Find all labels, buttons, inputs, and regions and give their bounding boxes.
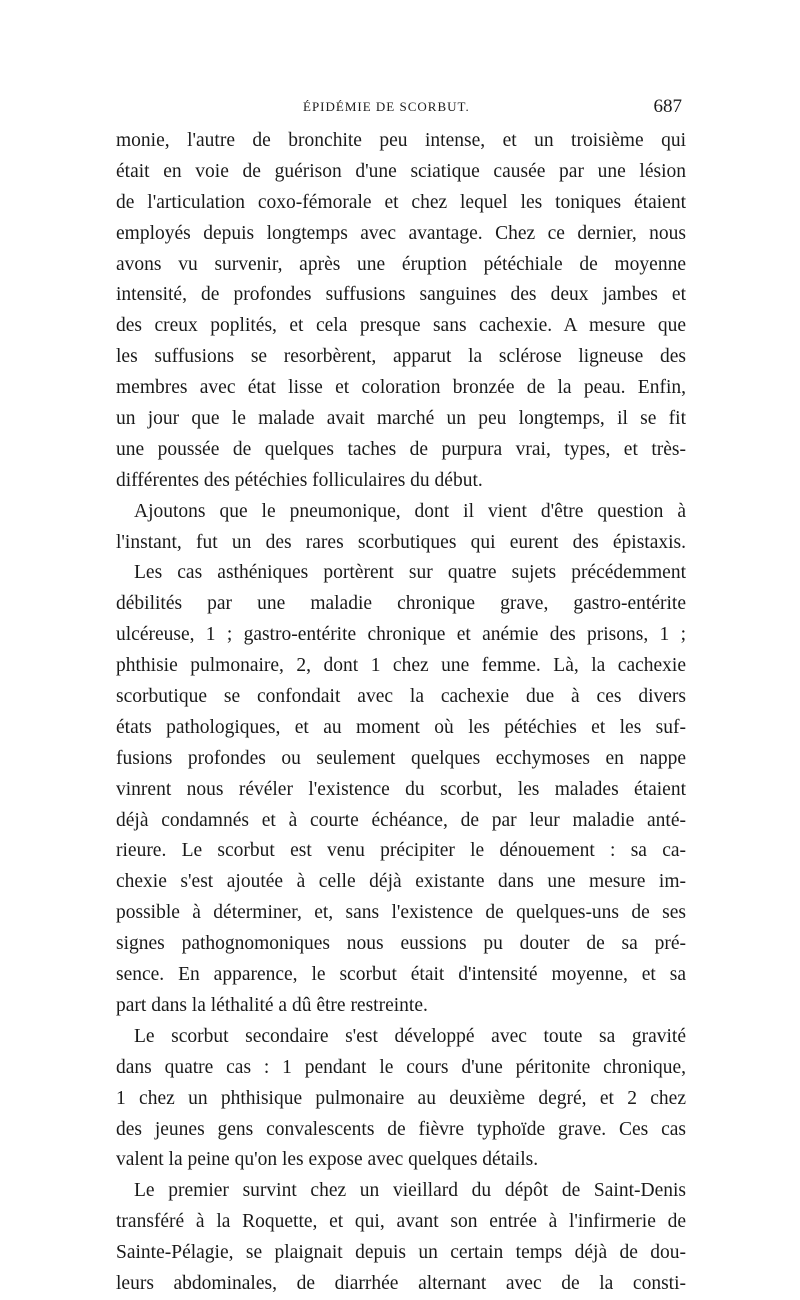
text-line: états pathologiques, et au moment où les pétéchies et les suf- <box>116 716 686 738</box>
text-line: des jeunes gens convalescents de fièvre typhoïde grave. Ces cas <box>116 1118 686 1140</box>
text-line: différentes des pétéchies folliculaires du début. <box>116 469 483 491</box>
text-line: valent la peine qu'on les expose avec quelques détails. <box>116 1149 539 1171</box>
text-line: chexie s'est ajoutée à celle déjà existante dans une mesure im- <box>116 871 686 893</box>
text-line: scorbutique se confondait avec la cachexie due à ces divers <box>116 686 686 708</box>
text-line: des creux poplités, et cela presque sans cachexie. A mesure que <box>116 315 686 337</box>
text-line: Le scorbut secondaire s'est développé avec toute sa gravité <box>134 1025 686 1047</box>
text-line: était en voie de guérison d'une sciatique causée par une lésion <box>116 160 686 182</box>
text-line: transféré à la Roquette, et qui, avant son entrée à l'infirmerie de <box>116 1211 686 1233</box>
text-line: Ajoutons que le pneumonique, dont il vient d'être question à <box>134 500 686 522</box>
text-line: monie, l'autre de bronchite peu intense, et un troisième qui <box>116 130 686 151</box>
text-line: fusions profondes ou seulement quelques ecchymoses en nappe <box>116 747 686 769</box>
text-line: un jour que le malade avait marché un peu longtemps, il se fit <box>116 408 686 430</box>
text-line: déjà condamnés et à courte échéance, de par leur maladie anté- <box>116 809 686 831</box>
body-text <box>116 126 686 1300</box>
text-line: leurs abdominales, de diarrhée alternant avec de la consti- <box>116 1272 686 1294</box>
text-line: possible à déterminer, et, sans l'existence de quelques-uns de ses <box>116 902 686 924</box>
text-line: sence. En apparence, le scorbut était d'intensité moyenne, et sa <box>116 964 686 986</box>
text-line: de l'articulation coxo-fémorale et chez lequel les toniques étaient <box>116 191 686 213</box>
text-line: ulcéreuse, 1 ; gastro-entérite chronique et anémie des prisons, 1 ; <box>116 624 686 646</box>
text-line: Le premier survint chez un vieillard du dépôt de Saint-Denis <box>134 1180 686 1202</box>
running-head <box>118 96 682 122</box>
text-line: Sainte-Pélagie, se plaignait depuis un certain temps déjà de dou- <box>116 1242 686 1264</box>
text-line: signes pathognomoniques nous eussions pu douter de sa pré- <box>116 933 686 955</box>
text-line: phthisie pulmonaire, 2, dont 1 chez une femme. Là, la cachexie <box>116 655 686 677</box>
text-line: membres avec état lisse et coloration bronzée de la peau. Enfin, <box>116 377 686 399</box>
text-line: intensité, de profondes suffusions sanguines des deux jambes et <box>116 284 686 306</box>
text-line: part dans la léthalité a dû être restreinte. <box>116 994 428 1016</box>
text-line: débilités par une maladie chronique grave, gastro-entérite <box>116 593 686 615</box>
text-line: rieure. Le scorbut est venu précipiter le dénouement : sa ca- <box>116 840 686 862</box>
text-line: l'instant, fut un des rares scorbutiques qui eurent des épistaxis. <box>116 531 686 553</box>
page-number: 687 <box>653 96 682 117</box>
text-line: avons vu survenir, après une éruption pétéchiale de moyenne <box>116 253 686 275</box>
text-line: 1 chez un phthisique pulmonaire au deuxième degré, et 2 chez <box>116 1087 686 1109</box>
running-title: ÉPIDÉMIE DE SCORBUT. <box>303 99 470 114</box>
text-line: dans quatre cas : 1 pendant le cours d'une péritonite chronique, <box>116 1056 686 1078</box>
text-line: Les cas asthéniques portèrent sur quatre sujets précédemment <box>134 562 686 584</box>
text-line: employés depuis longtemps avec avantage. Chez ce dernier, nous <box>116 222 686 244</box>
text-line: vinrent nous révéler l'existence du scorbut, les malades étaient <box>116 778 686 800</box>
text-line: les suffusions se resorbèrent, apparut la sclérose ligneuse des <box>116 346 686 368</box>
text-line: une poussée de quelques taches de purpura vrai, types, et très- <box>116 438 686 460</box>
